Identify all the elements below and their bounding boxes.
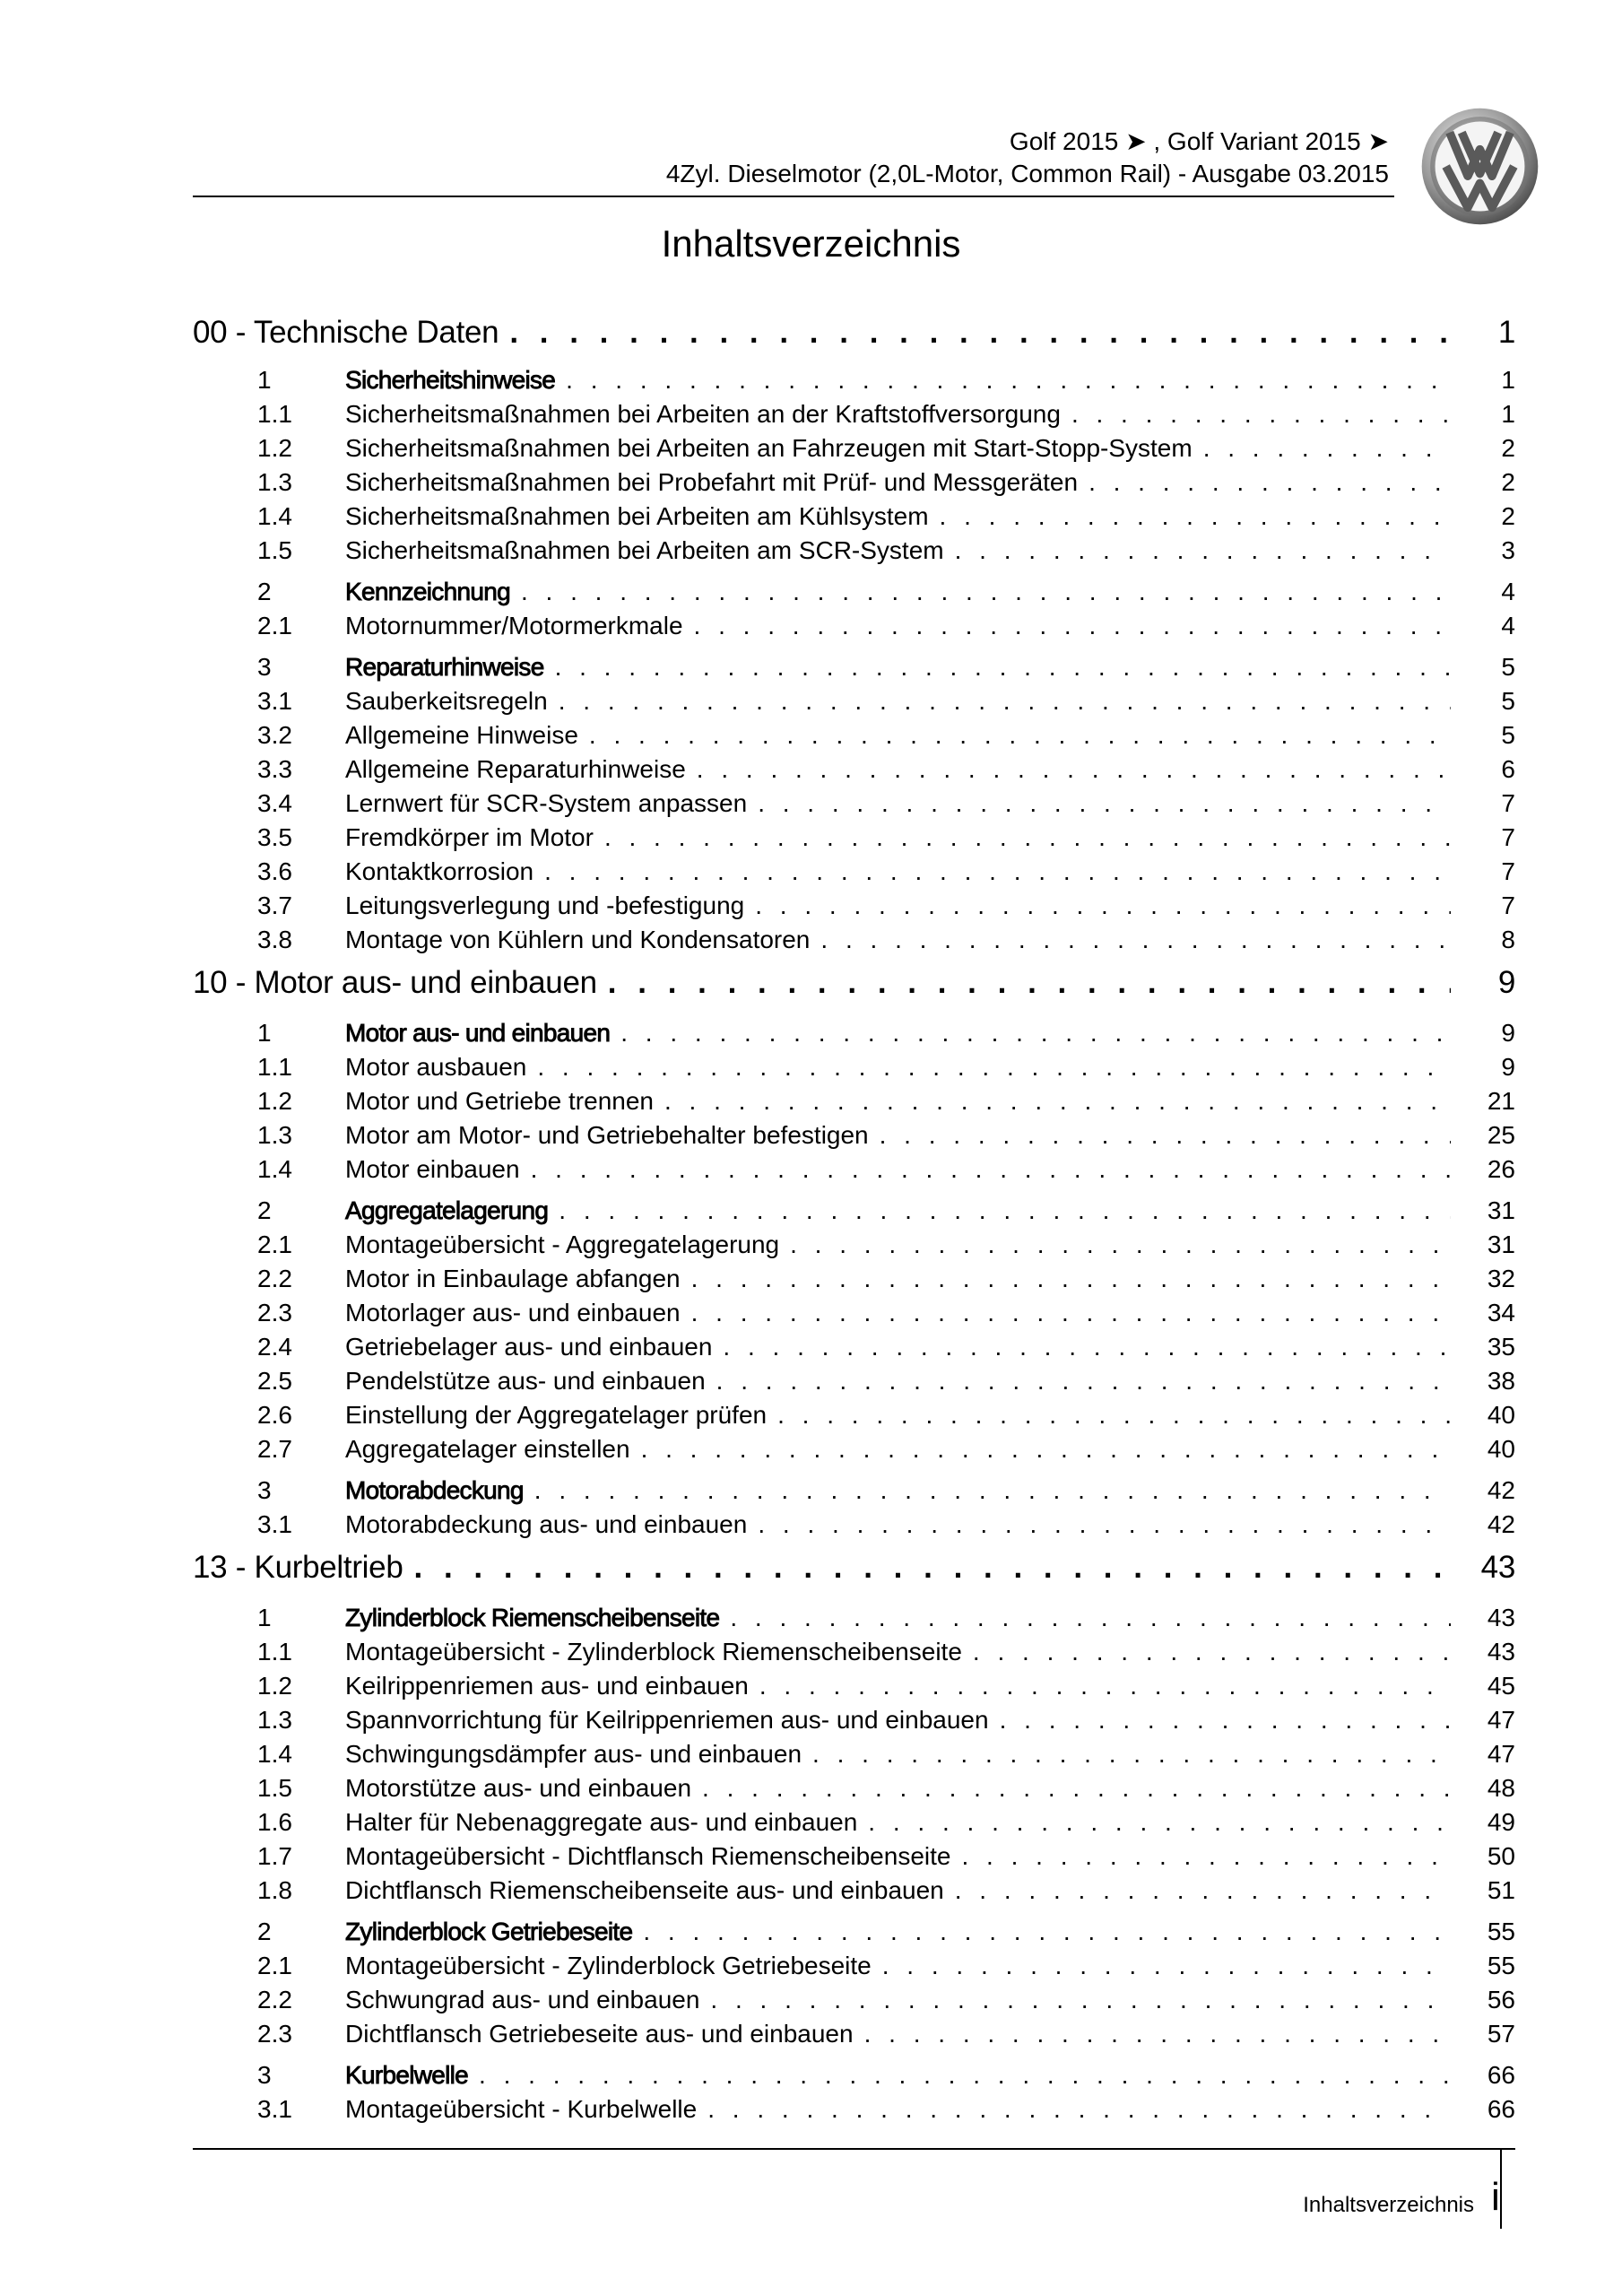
- toc-title: Motor ausbauen: [345, 1053, 527, 1081]
- toc-page-number: 51: [1487, 1876, 1515, 1904]
- footer-page-number: i: [1491, 2175, 1500, 2219]
- toc-page-number: 2: [1501, 434, 1515, 462]
- toc-number: 1.1: [257, 400, 292, 428]
- toc-title: Motorabdeckung: [345, 1476, 524, 1504]
- toc-entry[interactable]: [193, 1983, 1515, 2017]
- toc-chapter[interactable]: [193, 957, 1515, 1009]
- toc-title: Motorlager aus- und einbauen: [345, 1299, 681, 1326]
- toc-title: Einstellung der Aggregatelager prüfen: [345, 1401, 768, 1429]
- toc-leader-dots: [414, 1550, 1452, 1586]
- toc-title: 00 - Technische Daten: [193, 315, 499, 350]
- toc-leader-dots: [973, 1638, 1451, 1666]
- toc-page-number: 9: [1501, 1019, 1515, 1047]
- toc-number: 1.2: [257, 1672, 292, 1700]
- toc-number: 1.7: [257, 1842, 292, 1870]
- toc-leader-dots: [643, 1918, 1451, 1946]
- toc-entry[interactable]: [193, 752, 1515, 787]
- toc-number: 2.3: [257, 2020, 292, 2048]
- vw-logo-icon: [1419, 106, 1540, 227]
- toc-page-number: 66: [1487, 2061, 1515, 2089]
- toc-number: 3.1: [257, 2095, 292, 2123]
- toc-number: 3.3: [257, 755, 292, 783]
- toc-leader-dots: [723, 1333, 1451, 1361]
- toc-page-number: 38: [1487, 1367, 1515, 1395]
- toc-leader-dots: [589, 721, 1451, 750]
- toc-title: Montageübersicht - Zylinderblock Riemenscheibenseite: [345, 1638, 962, 1665]
- toc-page-number: 5: [1501, 687, 1515, 715]
- toc-leader-dots: [759, 1672, 1451, 1700]
- toc-leader-dots: [608, 965, 1451, 1001]
- toc-page-number: 45: [1487, 1672, 1515, 1700]
- toc-section[interactable]: [193, 568, 1515, 609]
- toc-title: Sicherheitsmaßnahmen bei Arbeiten am Kühlsystem: [345, 502, 929, 530]
- toc-entry[interactable]: [193, 923, 1515, 957]
- toc-title: Sicherheitsmaßnahmen bei Arbeiten an Fahrzeugen mit Start-Stopp-System: [345, 434, 1193, 462]
- toc-leader-dots: [864, 2020, 1451, 2048]
- toc-title: Aggregatelager einstellen: [345, 1435, 630, 1463]
- toc-page-number: 25: [1487, 1121, 1515, 1149]
- toc-page-number: 48: [1487, 1774, 1515, 1802]
- toc-entry[interactable]: [193, 855, 1515, 889]
- toc-entry[interactable]: [193, 1737, 1515, 1771]
- toc-title: Montage von Kühlern und Kondensatoren: [345, 926, 811, 953]
- toc-title: Leitungsverlegung und -befestigung: [345, 891, 745, 919]
- toc-entry[interactable]: [193, 1330, 1515, 1364]
- toc-entry[interactable]: [193, 889, 1515, 923]
- toc-number: 1: [257, 1604, 272, 1631]
- toc-page-number: 50: [1487, 1842, 1515, 1870]
- toc-number: 1.5: [257, 536, 292, 564]
- toc-entry[interactable]: [193, 821, 1515, 855]
- footer-rule: [193, 2148, 1515, 2150]
- toc-title: Dichtflansch Getriebeseite aus- und einbauen: [345, 2020, 854, 2048]
- toc-title: Motor am Motor- und Getriebehalter befestigen: [345, 1121, 869, 1149]
- toc-page-number: 42: [1487, 1476, 1515, 1504]
- toc-number: 1.4: [257, 502, 292, 530]
- toc-entry[interactable]: [193, 1084, 1515, 1118]
- toc-title: Schwingungsdämpfer aus- und einbauen: [345, 1740, 802, 1768]
- toc-title: Motornummer/Motormerkmale: [345, 612, 683, 639]
- toc-title: Getriebelager aus- und einbauen: [345, 1333, 713, 1361]
- toc-page-number: 47: [1487, 1740, 1515, 1768]
- toc-entry[interactable]: [193, 1839, 1515, 1874]
- toc-page-number: 6: [1501, 755, 1515, 783]
- toc-leader-dots: [716, 1367, 1451, 1396]
- toc-title: Kurbelwelle: [345, 2061, 469, 2089]
- toc-page-number: 43: [1487, 1638, 1515, 1665]
- toc-number: 3: [257, 1476, 272, 1504]
- toc-entry[interactable]: [193, 718, 1515, 752]
- toc-page-number: 40: [1487, 1435, 1515, 1463]
- footer-label: Inhaltsverzeichnis: [1303, 2193, 1474, 2217]
- toc-page-number: 32: [1487, 1265, 1515, 1292]
- toc-leader-dots: [509, 315, 1451, 351]
- toc-page-number: 4: [1501, 612, 1515, 639]
- toc-page-number: 21: [1487, 1087, 1515, 1115]
- toc-section[interactable]: [193, 1466, 1515, 1508]
- toc-title: Sicherheitsmaßnahmen bei Probefahrt mit Prüf- und Messgeräten: [345, 468, 1079, 496]
- toc-title: Lernwert für SCR-System anpassen: [345, 789, 748, 817]
- table-of-contents: [193, 309, 1515, 2126]
- toc-number: 2.5: [257, 1367, 292, 1395]
- toc-number: 3.7: [257, 891, 292, 919]
- toc-page-number: 7: [1501, 823, 1515, 851]
- toc-leader-dots: [955, 536, 1451, 565]
- toc-number: 2.4: [257, 1333, 292, 1361]
- toc-entry[interactable]: [193, 1364, 1515, 1398]
- toc-entry[interactable]: [193, 397, 1515, 431]
- toc-number: 1.1: [257, 1638, 292, 1665]
- toc-leader-dots: [755, 891, 1451, 920]
- toc-number: 2.6: [257, 1401, 292, 1429]
- toc-leader-dots: [691, 1265, 1451, 1293]
- toc-number: 3.1: [257, 1510, 292, 1538]
- toc-leader-dots: [940, 502, 1451, 531]
- toc-number: 3: [257, 653, 272, 681]
- header-model-line: Golf 2015 ➤ , Golf Variant 2015 ➤: [1009, 127, 1389, 155]
- toc-leader-dots: [664, 1087, 1451, 1116]
- toc-title: Montageübersicht - Zylinderblock Getriebeseite: [345, 1952, 872, 1979]
- toc-entry[interactable]: [193, 609, 1515, 643]
- toc-number: 3.4: [257, 789, 292, 817]
- toc-leader-dots: [620, 1019, 1451, 1048]
- toc-number: 3.1: [257, 687, 292, 715]
- toc-page-number: 40: [1487, 1401, 1515, 1429]
- toc-title: Montageübersicht - Kurbelwelle: [345, 2095, 698, 2123]
- toc-number: 1.2: [257, 1087, 292, 1115]
- toc-leader-dots: [559, 687, 1451, 716]
- toc-title: Allgemeine Reparaturhinweise: [345, 755, 686, 783]
- toc-leader-dots: [1203, 434, 1451, 463]
- toc-title: Motorstütze aus- und einbauen: [345, 1774, 692, 1802]
- toc-number: 1.4: [257, 1155, 292, 1183]
- toc-number: 3.8: [257, 926, 292, 953]
- toc-number: 1.6: [257, 1808, 292, 1836]
- toc-entry[interactable]: [193, 1118, 1515, 1152]
- toc-leader-dots: [559, 1196, 1451, 1225]
- toc-page-number: 2: [1501, 502, 1515, 530]
- toc-title: Kontaktkorrosion: [345, 857, 534, 885]
- toc-title: Kennzeichnung: [345, 578, 510, 605]
- toc-leader-dots: [777, 1401, 1451, 1430]
- toc-title: Fremdkörper im Motor: [345, 823, 594, 851]
- toc-title: Montageübersicht - Aggregatelagerung: [345, 1231, 780, 1258]
- toc-title: Motorabdeckung aus- und einbauen: [345, 1510, 748, 1538]
- toc-page-number: 43: [1480, 1550, 1515, 1585]
- toc-leader-dots: [702, 1774, 1451, 1803]
- toc-leader-dots: [882, 1952, 1451, 1980]
- toc-number: 1.4: [257, 1740, 292, 1768]
- toc-number: 1.2: [257, 434, 292, 462]
- toc-number: 2: [257, 1196, 272, 1224]
- toc-entry[interactable]: [193, 1432, 1515, 1466]
- header-rule: [193, 196, 1394, 197]
- toc-leader-dots: [521, 578, 1451, 606]
- toc-entry[interactable]: [193, 1949, 1515, 1983]
- toc-section[interactable]: [193, 1908, 1515, 1949]
- toc-page-number: 26: [1487, 1155, 1515, 1183]
- toc-entry[interactable]: [193, 1050, 1515, 1084]
- toc-page-number: 34: [1487, 1299, 1515, 1326]
- toc-title: Motor in Einbaulage abfangen: [345, 1265, 681, 1292]
- toc-title: Sicherheitsmaßnahmen bei Arbeiten an der Kraftstoffversorgung: [345, 400, 1061, 428]
- toc-entry[interactable]: [193, 1771, 1515, 1805]
- toc-title: Zylinderblock Riemenscheibenseite: [345, 1604, 720, 1631]
- toc-page-number: 7: [1501, 789, 1515, 817]
- toc-entry[interactable]: [193, 1669, 1515, 1703]
- toc-title: 13 - Kurbeltrieb: [193, 1550, 403, 1585]
- toc-page-number: 4: [1501, 578, 1515, 605]
- toc-entry[interactable]: [193, 1152, 1515, 1187]
- toc-entry[interactable]: [193, 1508, 1515, 1542]
- toc-page-number: 5: [1501, 721, 1515, 749]
- toc-page-number: 1: [1501, 366, 1515, 394]
- toc-leader-dots: [694, 612, 1451, 640]
- toc-entry[interactable]: [193, 500, 1515, 534]
- toc-number: 3.6: [257, 857, 292, 885]
- toc-leader-dots: [479, 2061, 1451, 2090]
- toc-number: 1.3: [257, 1706, 292, 1734]
- toc-leader-dots: [604, 823, 1451, 852]
- toc-page-number: 35: [1487, 1333, 1515, 1361]
- toc-page-number: 66: [1487, 2095, 1515, 2123]
- toc-entry[interactable]: [193, 1805, 1515, 1839]
- toc-page-number: 42: [1487, 1510, 1515, 1538]
- toc-title: 10 - Motor aus- und einbauen: [193, 965, 597, 1000]
- toc-title: Zylinderblock Getriebeseite: [345, 1918, 633, 1945]
- toc-leader-dots: [531, 1155, 1451, 1184]
- toc-section[interactable]: [193, 2051, 1515, 2092]
- toc-number: 2: [257, 578, 272, 605]
- toc-leader-dots: [544, 857, 1451, 886]
- toc-number: 1: [257, 1019, 272, 1047]
- toc-leader-dots: [730, 1604, 1451, 1632]
- toc-entry[interactable]: [193, 431, 1515, 465]
- toc-leader-dots: [961, 1842, 1451, 1871]
- toc-leader-dots: [758, 789, 1451, 818]
- toc-number: 2.2: [257, 1265, 292, 1292]
- toc-section[interactable]: [193, 1009, 1515, 1050]
- toc-number: 3: [257, 2061, 272, 2089]
- toc-leader-dots: [641, 1435, 1451, 1464]
- toc-page-number: 31: [1487, 1196, 1515, 1224]
- toc-section[interactable]: [193, 643, 1515, 684]
- toc-leader-dots: [1000, 1706, 1451, 1735]
- page-title: Inhaltsverzeichnis: [661, 222, 961, 265]
- toc-section[interactable]: [193, 1594, 1515, 1635]
- toc-page-number: 2: [1501, 468, 1515, 496]
- toc-leader-dots: [880, 1121, 1451, 1150]
- toc-entry[interactable]: [193, 787, 1515, 821]
- toc-title: Montageübersicht - Dichtflansch Riemenscheibenseite: [345, 1842, 951, 1870]
- toc-page-number: 9: [1501, 1053, 1515, 1081]
- toc-entry[interactable]: [193, 2017, 1515, 2051]
- toc-page-number: 8: [1501, 926, 1515, 953]
- toc-number: 3.2: [257, 721, 292, 749]
- toc-page-number: 1: [1497, 315, 1515, 350]
- toc-page-number: 43: [1487, 1604, 1515, 1631]
- toc-section[interactable]: [193, 1187, 1515, 1228]
- toc-entry[interactable]: [193, 534, 1515, 568]
- toc-leader-dots: [758, 1510, 1451, 1539]
- toc-title: Sicherheitshinweise: [345, 366, 556, 394]
- toc-page-number: 57: [1487, 2020, 1515, 2048]
- toc-title: Spannvorrichtung für Keilrippenriemen aus- und einbauen: [345, 1706, 989, 1734]
- toc-page-number: 5: [1501, 653, 1515, 681]
- toc-entry[interactable]: [193, 1398, 1515, 1432]
- toc-page-number: 56: [1487, 1986, 1515, 2013]
- toc-title: Dichtflansch Riemenscheibenseite aus- und einbauen: [345, 1876, 944, 1904]
- toc-leader-dots: [697, 755, 1451, 784]
- toc-number: 1.8: [257, 1876, 292, 1904]
- toc-section[interactable]: [193, 356, 1515, 397]
- document-header: [313, 126, 1389, 190]
- toc-title: Motor und Getriebe trennen: [345, 1087, 654, 1115]
- toc-entry[interactable]: [193, 1703, 1515, 1737]
- toc-entry[interactable]: [193, 684, 1515, 718]
- toc-leader-dots: [1071, 400, 1451, 429]
- toc-number: 1.3: [257, 1121, 292, 1149]
- toc-entry[interactable]: [193, 2092, 1515, 2126]
- toc-leader-dots: [534, 1476, 1451, 1505]
- toc-title: Pendelstütze aus- und einbauen: [345, 1367, 706, 1395]
- toc-page-number: 55: [1487, 1952, 1515, 1979]
- toc-leader-dots: [790, 1231, 1451, 1259]
- toc-number: 2.2: [257, 1986, 292, 2013]
- toc-leader-dots: [868, 1808, 1451, 1837]
- toc-leader-dots: [691, 1299, 1451, 1327]
- toc-leader-dots: [955, 1876, 1451, 1905]
- toc-title: Sauberkeitsregeln: [345, 687, 548, 715]
- toc-entry[interactable]: [193, 1874, 1515, 1908]
- toc-number: 2.3: [257, 1299, 292, 1326]
- toc-title: Aggregatelagerung: [345, 1196, 549, 1224]
- toc-page-number: 3: [1501, 536, 1515, 564]
- toc-number: 2.1: [257, 612, 292, 639]
- toc-leader-dots: [812, 1740, 1451, 1769]
- toc-page-number: 55: [1487, 1918, 1515, 1945]
- toc-leader-dots: [710, 1986, 1451, 2014]
- toc-page-number: 31: [1487, 1231, 1515, 1258]
- footer-vertical-rule: [1500, 2148, 1502, 2229]
- toc-page-number: 7: [1501, 857, 1515, 885]
- toc-page-number: 49: [1487, 1808, 1515, 1836]
- toc-title: Halter für Nebenaggregate aus- und einbauen: [345, 1808, 858, 1836]
- toc-entry[interactable]: [193, 1635, 1515, 1669]
- toc-chapter[interactable]: [193, 309, 1515, 356]
- toc-entry[interactable]: [193, 465, 1515, 500]
- toc-title: Motor einbauen: [345, 1155, 520, 1183]
- toc-leader-dots: [566, 366, 1451, 395]
- toc-leader-dots: [820, 926, 1451, 954]
- toc-leader-dots: [1089, 468, 1451, 497]
- toc-title: Allgemeine Hinweise: [345, 721, 578, 749]
- toc-page-number: 1: [1501, 400, 1515, 428]
- toc-page-number: 9: [1497, 965, 1515, 1000]
- toc-number: 1: [257, 366, 272, 394]
- toc-number: 2: [257, 1918, 272, 1945]
- toc-number: 2.1: [257, 1231, 292, 1258]
- toc-title: Schwungrad aus- und einbauen: [345, 1986, 700, 2013]
- toc-title: Sicherheitsmaßnahmen bei Arbeiten am SCR-System: [345, 536, 944, 564]
- toc-number: 2.1: [257, 1952, 292, 1979]
- toc-title: Motor aus- und einbauen: [345, 1019, 611, 1047]
- toc-number: 2.7: [257, 1435, 292, 1463]
- toc-number: 1.3: [257, 468, 292, 496]
- header-engine-line: 4Zyl. Dieselmotor (2,0L-Motor, Common Rail) - Ausgabe 03.2015: [665, 160, 1389, 187]
- toc-title: Reparaturhinweise: [345, 653, 544, 681]
- toc-page-number: 7: [1501, 891, 1515, 919]
- toc-chapter[interactable]: [193, 1542, 1515, 1594]
- toc-title: Keilrippenriemen aus- und einbauen: [345, 1672, 749, 1700]
- toc-entry[interactable]: [193, 1228, 1515, 1262]
- toc-number: 1.1: [257, 1053, 292, 1081]
- toc-number: 3.5: [257, 823, 292, 851]
- toc-page-number: 47: [1487, 1706, 1515, 1734]
- toc-entry[interactable]: [193, 1262, 1515, 1296]
- toc-leader-dots: [555, 653, 1451, 682]
- toc-number: 1.5: [257, 1774, 292, 1802]
- toc-leader-dots: [537, 1053, 1451, 1082]
- toc-leader-dots: [707, 2095, 1451, 2124]
- toc-entry[interactable]: [193, 1296, 1515, 1330]
